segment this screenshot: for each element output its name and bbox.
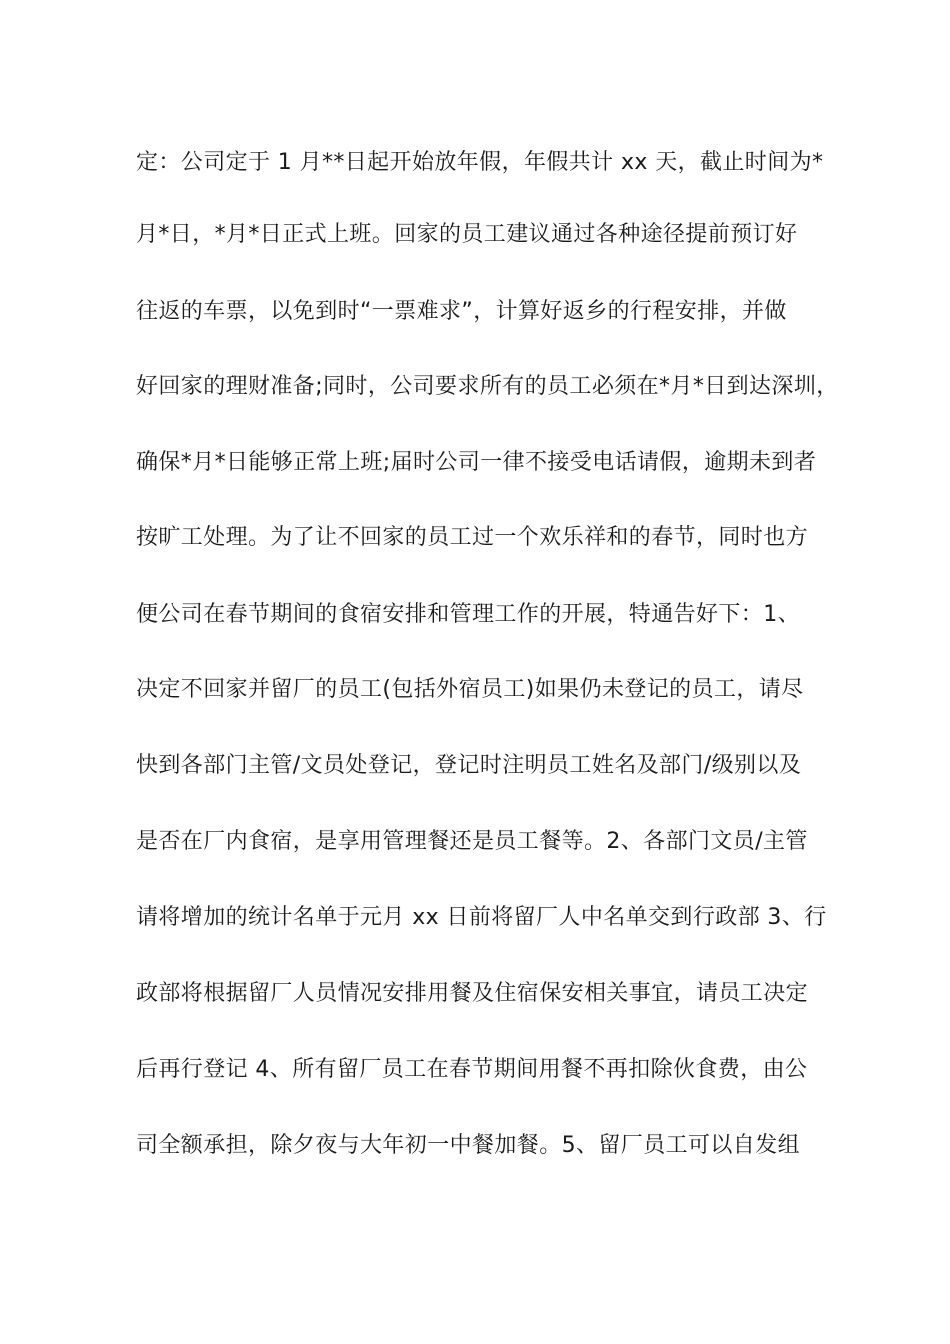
text-line-4: 好回家的理财准备;同时，公司要求所有的员工必须在*月*日到达深圳，: [136, 374, 839, 399]
text-line-10: 是否在厂内食宿，是享用管理餐还是员工餐等。2、各部门文员/主管: [136, 829, 808, 854]
text-line-8: 决定不回家并留厂的员工(包括外宿员工)如果仍未登记的员工，请尽: [136, 677, 804, 702]
text-line-3: 往返的车票，以免到时“一票难求”，计算好返乡的行程安排，并做: [136, 299, 787, 324]
text-line-2: 月*日，*月*日正式上班。回家的员工建议通过各种途径提前预订好: [136, 222, 798, 247]
text-line-11: 请将增加的统计名单于元月 xx 日前将留厂人中名单交到行政部 3、行: [136, 905, 827, 930]
text-line-13: 后再行登记 4、所有留厂员工在春节期间用餐不再扣除伙食费，由公: [136, 1057, 808, 1082]
text-line-6: 按旷工处理。为了让不回家的员工过一个欢乐祥和的春节，同时也方: [136, 525, 809, 550]
text-line-9: 快到各部门主管/文员处登记，登记时注明员工姓名及部门/级别以及: [136, 753, 802, 778]
text-line-5: 确保*月*日能够正常上班;届时公司一律不接受电话请假，逾期未到者: [136, 450, 817, 475]
text-line-14: 司全额承担，除夕夜与大年初一中餐加餐。5、留厂员工可以自发组: [136, 1133, 800, 1158]
text-line-1: 定：公司定于 1 月**日起开始放年假，年假共计 xx 天，截止时间为*: [136, 150, 824, 175]
text-line-7: 便公司在春节期间的食宿安排和管理工作的开展，特通告好下：1、: [136, 602, 800, 627]
text-line-12: 政部将根据留厂人员情况安排用餐及住宿保安相关事宜，请员工决定: [136, 981, 809, 1006]
